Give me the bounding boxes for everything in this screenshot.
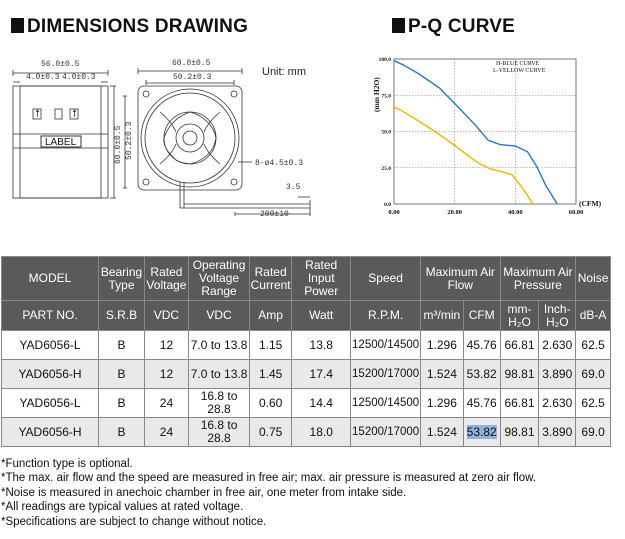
table-row — [2, 389, 611, 418]
cell-part-no: YAD6056-H — [2, 360, 99, 389]
cell-rpm: 12500/14500 — [351, 331, 421, 360]
cell-cfm: 45.76 — [463, 331, 500, 360]
y-axis-label: (mm H2O) — [372, 77, 381, 112]
side-view — [13, 70, 127, 198]
dimensions-title: DIMENSIONS DRAWING — [11, 16, 248, 38]
cell-noise: 62.5 — [576, 331, 611, 360]
cell-m3min: 1.296 — [420, 389, 463, 418]
dim-offset-right: 4.0±0.3 — [62, 73, 96, 82]
col-m3min: m³/min — [420, 301, 463, 331]
col-rated-current: Rated Current — [250, 257, 292, 301]
spec-table — [1, 256, 611, 447]
cell-cfm: 45.76 — [463, 389, 500, 418]
col-vdc-1: VDC — [144, 301, 188, 331]
dim-width-outer: 56.0±0.5 — [41, 60, 80, 69]
y-tick-label: 50.0 — [381, 129, 391, 136]
cell-m3min: 1.524 — [420, 418, 463, 447]
label-text: LABEL — [45, 137, 77, 148]
dim-lead-short: 3.5 — [286, 183, 301, 192]
cell-mmh2o: 66.81 — [500, 331, 539, 360]
cell-operating-voltage: 7.0 to 13.8 — [188, 360, 249, 389]
cell-part-no: YAD6056-H — [2, 418, 99, 447]
col-amp: Amp — [250, 301, 292, 331]
cell-operating-voltage: 7.0 to 13.8 — [188, 331, 249, 360]
note-line: *Noise is measured in anechoic chamber in free air, one meter from intake side. — [1, 486, 407, 499]
pq-curve-title: P-Q CURVE — [392, 16, 515, 38]
cell-cfm: 53.82 — [463, 360, 500, 389]
cell-noise: 69.0 — [576, 418, 611, 447]
x-axis-label: (CFM) — [579, 199, 602, 208]
cell-rated-current: 0.60 — [250, 389, 292, 418]
col-model: MODEL — [2, 257, 99, 301]
cell-rated-input: 13.8 — [292, 331, 351, 360]
col-dba: dB-A — [576, 301, 611, 331]
cell-operating-voltage: 16.8 to 28.8 — [188, 389, 249, 418]
legend-yellow: L-YELLOW CURVE — [493, 68, 546, 74]
cell-rpm: 15200/17000 — [351, 418, 421, 447]
col-mmh2o: mm-H₂O — [500, 301, 539, 331]
cell-bearing: B — [99, 389, 145, 418]
cell-part-no: YAD6056-L — [2, 331, 99, 360]
col-inchh2o: Inch-H₂O — [539, 301, 576, 331]
y-tick-label: 0.0 — [384, 202, 391, 208]
cell-bearing: B — [99, 418, 145, 447]
note-line: *Specifications are subject to change without notice. — [1, 515, 267, 528]
cell-mmh2o: 98.81 — [500, 360, 539, 389]
x-tick-label: 20.00 — [447, 209, 462, 216]
col-rated-input: Rated Input Power — [292, 257, 351, 301]
cell-rated-input: 18.0 — [292, 418, 351, 447]
col-operating-voltage: Operating Voltage Range — [188, 257, 249, 301]
y-tick-label: 25.0 — [381, 165, 391, 172]
col-vdc-2: VDC — [188, 301, 249, 331]
dim-hole: 8-ø4.5±0.3 — [255, 159, 304, 168]
y-tick-label: 100.0 — [378, 57, 391, 63]
dim-height-inner: 50.2±0.3 — [125, 121, 134, 160]
cell-inchh2o: 3.890 — [539, 418, 576, 447]
col-srb: S.R.B — [99, 301, 145, 331]
header-row-1 — [2, 257, 611, 301]
pq-curve-chart — [368, 52, 618, 222]
cell-inchh2o: 3.890 — [539, 360, 576, 389]
table-row — [2, 360, 611, 389]
cell-noise: 62.5 — [576, 389, 611, 418]
cell-rated-voltage: 24 — [144, 418, 188, 447]
col-air-flow: Maximum Air Flow — [420, 257, 500, 301]
cell-cfm — [463, 418, 500, 447]
legend-blue: H-BLUE CURVE — [496, 61, 540, 67]
cell-rated-current: 1.15 — [250, 331, 292, 360]
dimensions-drawing — [0, 52, 340, 227]
col-cfm: CFM — [463, 301, 500, 331]
dim-height-outer: 60.0±0.5 — [114, 125, 123, 164]
cell-operating-voltage: 16.8 to 28.8 — [188, 418, 249, 447]
spec-table-body — [2, 331, 611, 447]
col-air-pressure: Maximum Air Pressure — [500, 257, 576, 301]
selected-value-highlight[interactable]: 53.82 — [466, 424, 497, 439]
col-rated-voltage: Rated Voltage — [144, 257, 188, 301]
col-rpm: R.P.M. — [351, 301, 421, 331]
note-line: *All readings are typical values at rated voltage. — [1, 501, 244, 514]
cell-rpm: 12500/14500 — [351, 389, 421, 418]
y-tick-label: 75.0 — [381, 93, 391, 100]
table-row — [2, 331, 611, 360]
col-watt: Watt — [292, 301, 351, 331]
note-line: *The max. air flow and the speed are measured in free air; max. air pressure is measured at zero air flow. — [1, 472, 536, 485]
cell-rated-voltage: 12 — [144, 360, 188, 389]
dim-front-width: 60.0±0.5 — [172, 59, 211, 68]
title-square-icon — [11, 18, 24, 33]
notes — [1, 457, 536, 529]
header-row-2 — [2, 301, 611, 331]
cell-inchh2o: 2.630 — [539, 389, 576, 418]
cell-rpm: 15200/17000 — [351, 360, 421, 389]
cell-part-no: YAD6056-L — [2, 389, 99, 418]
cell-rated-voltage: 12 — [144, 331, 188, 360]
col-bearing: Bearing Type — [99, 257, 145, 301]
cell-rated-voltage: 24 — [144, 389, 188, 418]
dim-front-hole-spacing: 50.2±0.3 — [173, 73, 212, 82]
dim-offset-left: 4.0±0.3 — [26, 73, 60, 82]
cell-rated-input: 14.4 — [292, 389, 351, 418]
cell-mmh2o: 98.81 — [500, 418, 539, 447]
cell-bearing: B — [99, 360, 145, 389]
x-tick-label: 40.00 — [508, 209, 523, 216]
col-speed: Speed — [351, 257, 421, 301]
x-tick-label: 0.00 — [388, 209, 400, 216]
cell-bearing: B — [99, 331, 145, 360]
cell-inchh2o: 2.630 — [539, 331, 576, 360]
cell-rated-input: 17.4 — [292, 360, 351, 389]
col-part-no: PART NO. — [2, 301, 99, 331]
cell-m3min: 1.296 — [420, 331, 463, 360]
table-row — [2, 418, 611, 447]
note-line: *Function type is optional. — [1, 458, 133, 470]
unit-label: Unit: mm — [262, 66, 306, 78]
dim-lead-long: 200±10 — [260, 210, 289, 219]
title-square-icon — [392, 18, 405, 33]
cell-rated-current: 0.75 — [250, 418, 292, 447]
cell-mmh2o: 66.81 — [500, 389, 539, 418]
col-noise: Noise — [576, 257, 611, 301]
cell-rated-current: 1.45 — [250, 360, 292, 389]
cell-noise: 69.0 — [576, 360, 611, 389]
cell-m3min: 1.524 — [420, 360, 463, 389]
x-tick-label: 60.00 — [568, 209, 584, 216]
front-view — [138, 68, 310, 216]
